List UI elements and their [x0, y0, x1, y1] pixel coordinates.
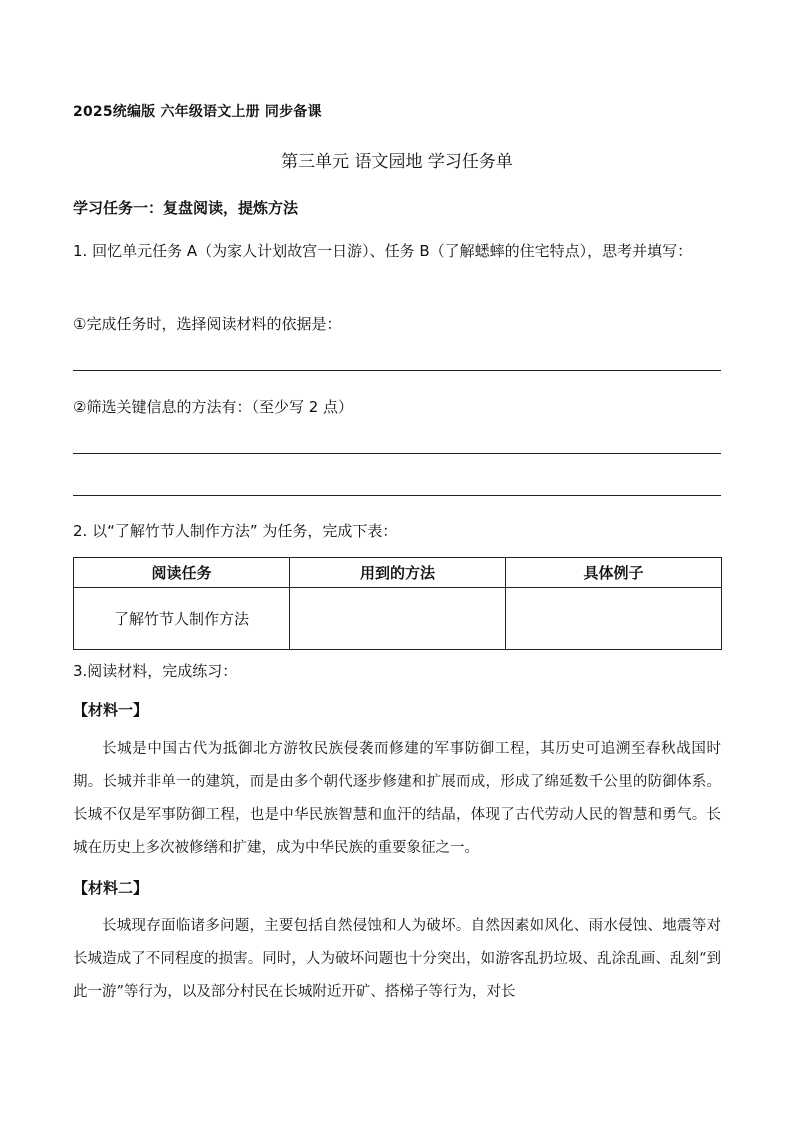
table-header-cell: 用到的方法 — [290, 558, 506, 588]
table-cell-task: 了解竹节人制作方法 — [74, 588, 290, 650]
question-1-text: 1. 回忆单元任务 A（为家人计划故宫一日游）、任务 B（了解蟋蟀的住宅特点），思考并填写： — [73, 242, 693, 260]
question-1-sub-2: ②筛选关键信息的方法有：（至少写 2 点） — [73, 398, 354, 416]
question-1-sub-1: ①完成任务时，选择阅读材料的依据是： — [73, 315, 342, 333]
material-1-body: 长城是中国古代为抵御北方游牧民族侵袭而修建的军事防御工程，其历史可追溯至春秋战国时期。长城并非单一的建筑，而是由多个朝代逐步修建和扩展而成，形成了绵延数千公里的防御体系。长城不仅是军事防御工程，也是中华民族智慧和血汗的结晶，体现了古代劳动人民的智慧和勇气。长城在历史上多次被修缮和扩建，成为中华民族的重要象征之一。 — [73, 741, 721, 856]
material-2-heading: 【材料二】 — [73, 879, 149, 897]
table-header-row — [74, 558, 722, 588]
table-header-cell: 阅读任务 — [74, 558, 290, 588]
table-header-cell: 具体例子 — [506, 558, 722, 588]
task-heading: 学习任务一：复盘阅读，提炼方法 — [73, 199, 299, 217]
page-title: 第三单元 语文园地 学习任务单 — [281, 152, 513, 172]
material-2-body: 长城现存面临诸多问题，主要包括自然侵蚀和人为破坏。自然因素如风化、雨水侵蚀、地震等对长城造成了不同程度的损害。同时，人为破坏问题也十分突出，如游客乱扔垃圾、乱涂乱画、乱刻“到此一游”等行为，以及部分村民在长城附近开矿、搭梯子等行为，对长 — [73, 918, 721, 1000]
question-2-text: 2. 以“了解竹节人制作方法” 为任务，完成下表： — [73, 522, 398, 540]
series-header: 2025统编版 六年级语文上册 同步备课 — [73, 104, 322, 120]
question-3-text: 3.阅读材料，完成练习： — [73, 662, 238, 680]
table-row — [74, 588, 722, 650]
answer-line[interactable] — [73, 495, 721, 496]
answer-line[interactable] — [73, 370, 721, 371]
table-cell-example-answer[interactable] — [506, 588, 722, 650]
material-1-heading: 【材料一】 — [73, 701, 149, 719]
table-cell-method-answer[interactable] — [290, 588, 506, 650]
answer-line[interactable] — [73, 453, 721, 454]
method-table — [73, 557, 722, 650]
